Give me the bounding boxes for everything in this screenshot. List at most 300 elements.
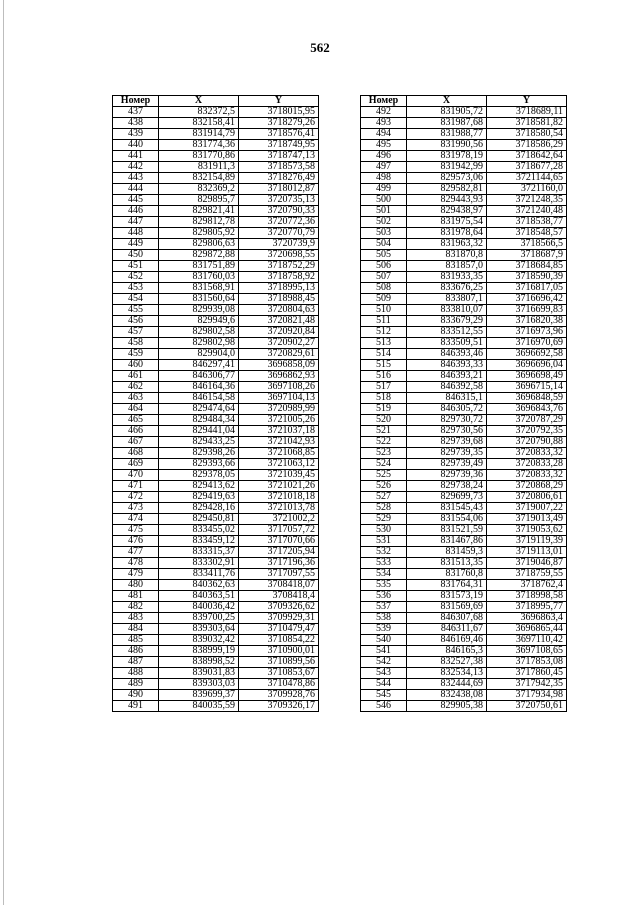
table-row: [361, 404, 567, 415]
cell-y: 3709928,76: [239, 690, 319, 701]
cell-number: 517: [361, 382, 407, 393]
table-row: [361, 536, 567, 547]
cell-y: 3718012,87: [239, 184, 319, 195]
cell-number: 480: [113, 580, 159, 591]
cell-number: 528: [361, 503, 407, 514]
cell-number: 490: [113, 690, 159, 701]
cell-y: 3720833,28: [487, 459, 567, 470]
cell-x: 846154,58: [159, 393, 239, 404]
cell-x: 831513,35: [407, 558, 487, 569]
table-row: [361, 162, 567, 173]
cell-x: 829739,68: [407, 437, 487, 448]
cell-x: 829699,73: [407, 492, 487, 503]
cell-y: 3721021,26: [239, 481, 319, 492]
cell-number: 524: [361, 459, 407, 470]
cell-x: 829428,16: [159, 503, 239, 514]
cell-number: 540: [361, 635, 407, 646]
cell-number: 511: [361, 316, 407, 327]
cell-x: 829474,64: [159, 404, 239, 415]
cell-y: 3718642,64: [487, 151, 567, 162]
cell-y: 3718747,13: [239, 151, 319, 162]
cell-y: 3720829,61: [239, 349, 319, 360]
cell-x: 829805,92: [159, 228, 239, 239]
table-row: [113, 118, 319, 129]
table-row: [113, 272, 319, 283]
cell-y: 3719013,49: [487, 514, 567, 525]
cell-y: 3721005,26: [239, 415, 319, 426]
cell-number: 461: [113, 371, 159, 382]
table-row: [361, 635, 567, 646]
cell-x: 829398,26: [159, 448, 239, 459]
column-header-x: X: [159, 96, 239, 107]
cell-number: 467: [113, 437, 159, 448]
cell-y: 3720902,27: [239, 338, 319, 349]
cell-number: 450: [113, 250, 159, 261]
cell-y: 3718586,29: [487, 140, 567, 151]
cell-number: 526: [361, 481, 407, 492]
cell-x: 833315,37: [159, 547, 239, 558]
cell-x: 829378,05: [159, 470, 239, 481]
table-row: [113, 459, 319, 470]
cell-y: 3719113,01: [487, 547, 567, 558]
cell-y: 3709929,31: [239, 613, 319, 624]
table-row: [113, 129, 319, 140]
cell-number: 529: [361, 514, 407, 525]
cell-x: 831978,64: [407, 228, 487, 239]
cell-x: 829582,81: [407, 184, 487, 195]
cell-number: 451: [113, 261, 159, 272]
table-row: [113, 448, 319, 459]
cell-y: 3717057,72: [239, 525, 319, 536]
cell-x: 833676,25: [407, 283, 487, 294]
cell-y: 3716699,83: [487, 305, 567, 316]
table-row: [113, 415, 319, 426]
coordinates-table-left: [112, 95, 319, 712]
table-row: [113, 492, 319, 503]
cell-y: 3718538,77: [487, 217, 567, 228]
cell-number: 441: [113, 151, 159, 162]
cell-x: 832444,69: [407, 679, 487, 690]
table-row: [361, 250, 567, 261]
cell-x: 829484,34: [159, 415, 239, 426]
cell-number: 506: [361, 261, 407, 272]
cell-number: 533: [361, 558, 407, 569]
cell-y: 3721063,12: [239, 459, 319, 470]
cell-x: 839303,03: [159, 679, 239, 690]
table-row: [361, 503, 567, 514]
table-row: [361, 514, 567, 525]
cell-x: 831942,99: [407, 162, 487, 173]
cell-y: 3716817,05: [487, 283, 567, 294]
cell-number: 453: [113, 283, 159, 294]
cell-y: 3720735,13: [239, 195, 319, 206]
cell-x: 832372,5: [159, 107, 239, 118]
cell-x: 846307,68: [407, 613, 487, 624]
cell-number: 439: [113, 129, 159, 140]
cell-number: 474: [113, 514, 159, 525]
cell-y: 3718677,28: [487, 162, 567, 173]
cell-x: 831857,0: [407, 261, 487, 272]
table-row: [113, 217, 319, 228]
cell-x: 831467,86: [407, 536, 487, 547]
cell-number: 539: [361, 624, 407, 635]
table-row: [113, 470, 319, 481]
cell-y: 3718684,85: [487, 261, 567, 272]
cell-x: 829730,72: [407, 415, 487, 426]
cell-y: 3720833,32: [487, 448, 567, 459]
cell-x: 829739,36: [407, 470, 487, 481]
cell-number: 503: [361, 228, 407, 239]
cell-number: 455: [113, 305, 159, 316]
cell-x: 840363,51: [159, 591, 239, 602]
table-row: [113, 283, 319, 294]
column-header-number: Номер: [361, 96, 407, 107]
cell-y: 3718995,13: [239, 283, 319, 294]
table-row: [361, 426, 567, 437]
cell-x: 829433,25: [159, 437, 239, 448]
table-row: [113, 514, 319, 525]
cell-x: 831774,36: [159, 140, 239, 151]
cell-y: 3709326,62: [239, 602, 319, 613]
column-header-number: Номер: [113, 96, 159, 107]
cell-y: 3697104,13: [239, 393, 319, 404]
table-row: [361, 437, 567, 448]
cell-number: 495: [361, 140, 407, 151]
cell-number: 471: [113, 481, 159, 492]
cell-y: 3718988,45: [239, 294, 319, 305]
cell-number: 443: [113, 173, 159, 184]
cell-y: 3710853,67: [239, 668, 319, 679]
cell-number: 520: [361, 415, 407, 426]
cell-y: 3696715,14: [487, 382, 567, 393]
table-row: [113, 503, 319, 514]
table-row: [361, 690, 567, 701]
cell-y: 3717205,94: [239, 547, 319, 558]
table-row: [361, 492, 567, 503]
table-row: [361, 481, 567, 492]
cell-number: 531: [361, 536, 407, 547]
cell-x: 831911,3: [159, 162, 239, 173]
cell-y: 3720750,61: [487, 701, 567, 712]
cell-number: 532: [361, 547, 407, 558]
cell-number: 487: [113, 657, 159, 668]
cell-x: 831978,19: [407, 151, 487, 162]
cell-number: 448: [113, 228, 159, 239]
cell-x: 831870,8: [407, 250, 487, 261]
cell-x: 846311,67: [407, 624, 487, 635]
cell-y: 3718759,55: [487, 569, 567, 580]
table-row: [361, 349, 567, 360]
cell-number: 541: [361, 646, 407, 657]
table-row: [113, 481, 319, 492]
cell-y: 3721240,48: [487, 206, 567, 217]
cell-x: 832158,41: [159, 118, 239, 129]
cell-y: 3720739,9: [239, 239, 319, 250]
table-row: [113, 646, 319, 657]
table-row: [113, 668, 319, 679]
cell-x: 833459,12: [159, 536, 239, 547]
cell-number: 479: [113, 569, 159, 580]
cell-x: 838998,52: [159, 657, 239, 668]
cell-y: 3721018,18: [239, 492, 319, 503]
table-row: [361, 459, 567, 470]
cell-y: 3696848,59: [487, 393, 567, 404]
cell-number: 543: [361, 668, 407, 679]
cell-y: 3721160,0: [487, 184, 567, 195]
cell-x: 831975,54: [407, 217, 487, 228]
cell-number: 502: [361, 217, 407, 228]
cell-y: 3696692,58: [487, 349, 567, 360]
cell-number: 481: [113, 591, 159, 602]
cell-number: 538: [361, 613, 407, 624]
table-row: [113, 679, 319, 690]
cell-y: 3720833,32: [487, 470, 567, 481]
table-row: [361, 184, 567, 195]
cell-y: 3721013,78: [239, 503, 319, 514]
table-row: [361, 382, 567, 393]
cell-y: 3719053,62: [487, 525, 567, 536]
cell-x: 831914,79: [159, 129, 239, 140]
cell-y: 3710900,01: [239, 646, 319, 657]
cell-y: 3718276,49: [239, 173, 319, 184]
cell-y: 3696696,04: [487, 360, 567, 371]
table-row: [361, 646, 567, 657]
cell-y: 3717097,55: [239, 569, 319, 580]
table-row: [113, 173, 319, 184]
cell-number: 444: [113, 184, 159, 195]
cell-y: 3718548,57: [487, 228, 567, 239]
cell-y: 3716820,38: [487, 316, 567, 327]
cell-x: 839700,25: [159, 613, 239, 624]
cell-number: 478: [113, 558, 159, 569]
cell-x: 839303,64: [159, 624, 239, 635]
table-row: [361, 129, 567, 140]
cell-x: 829802,58: [159, 327, 239, 338]
cell-x: 829739,35: [407, 448, 487, 459]
cell-y: 3718580,54: [487, 129, 567, 140]
cell-x: 846392,58: [407, 382, 487, 393]
table-row: [361, 525, 567, 536]
cell-number: 513: [361, 338, 407, 349]
cell-x: 829450,81: [159, 514, 239, 525]
cell-x: 829738,24: [407, 481, 487, 492]
table-row: [113, 701, 319, 712]
cell-x: 829905,38: [407, 701, 487, 712]
cell-x: 829802,98: [159, 338, 239, 349]
cell-y: 3697108,26: [239, 382, 319, 393]
cell-number: 468: [113, 448, 159, 459]
cell-x: 831560,64: [159, 294, 239, 305]
cell-x: 829573,06: [407, 173, 487, 184]
cell-number: 466: [113, 426, 159, 437]
table-row: [113, 184, 319, 195]
cell-number: 507: [361, 272, 407, 283]
cell-x: 846306,77: [159, 371, 239, 382]
cell-y: 3721068,85: [239, 448, 319, 459]
cell-y: 3710479,47: [239, 624, 319, 635]
cell-number: 504: [361, 239, 407, 250]
table-row: [361, 283, 567, 294]
scan-left-edge-line: [3, 0, 4, 905]
table-row: [361, 294, 567, 305]
table-row: [361, 624, 567, 635]
table-row: [113, 393, 319, 404]
cell-number: 477: [113, 547, 159, 558]
cell-y: 3718279,26: [239, 118, 319, 129]
cell-y: 3716973,96: [487, 327, 567, 338]
cell-number: 534: [361, 569, 407, 580]
cell-x: 829821,41: [159, 206, 239, 217]
table-row: [113, 657, 319, 668]
cell-y: 3717853,08: [487, 657, 567, 668]
cell-y: 3720804,63: [239, 305, 319, 316]
cell-x: 831963,32: [407, 239, 487, 250]
table-row: [361, 668, 567, 679]
cell-x: 846315,1: [407, 393, 487, 404]
cell-x: 829739,49: [407, 459, 487, 470]
table-row: [113, 239, 319, 250]
table-row: [361, 327, 567, 338]
cell-number: 496: [361, 151, 407, 162]
cell-number: 509: [361, 294, 407, 305]
cell-y: 3720790,88: [487, 437, 567, 448]
cell-x: 831905,72: [407, 107, 487, 118]
cell-number: 482: [113, 602, 159, 613]
cell-number: 438: [113, 118, 159, 129]
table-row: [113, 536, 319, 547]
cell-number: 489: [113, 679, 159, 690]
table-row: [361, 305, 567, 316]
table-row: [113, 305, 319, 316]
cell-x: 832154,89: [159, 173, 239, 184]
cell-x: 833679,29: [407, 316, 487, 327]
cell-x: 833512,55: [407, 327, 487, 338]
cell-y: 3720770,79: [239, 228, 319, 239]
table-row: [113, 316, 319, 327]
cell-y: 3721144,65: [487, 173, 567, 184]
table-row: [113, 525, 319, 536]
cell-x: 829895,7: [159, 195, 239, 206]
cell-number: 442: [113, 162, 159, 173]
table-row: [113, 294, 319, 305]
cell-number: 494: [361, 129, 407, 140]
cell-number: 440: [113, 140, 159, 151]
cell-number: 488: [113, 668, 159, 679]
cell-y: 3720920,84: [239, 327, 319, 338]
cell-y: 3710899,56: [239, 657, 319, 668]
cell-x: 846297,41: [159, 360, 239, 371]
table-row: [361, 118, 567, 129]
cell-number: 545: [361, 690, 407, 701]
cell-number: 493: [361, 118, 407, 129]
cell-x: 846305,72: [407, 404, 487, 415]
table-row: [113, 635, 319, 646]
cell-x: 829438,97: [407, 206, 487, 217]
cell-number: 501: [361, 206, 407, 217]
table-row: [361, 239, 567, 250]
cell-y: 3697108,65: [487, 646, 567, 657]
table-header-row: [361, 96, 567, 107]
cell-x: 831569,69: [407, 602, 487, 613]
table-row: [113, 580, 319, 591]
cell-x: 840036,42: [159, 602, 239, 613]
table-row: [361, 602, 567, 613]
table-row: [113, 327, 319, 338]
cell-number: 473: [113, 503, 159, 514]
cell-number: 544: [361, 679, 407, 690]
cell-x: 831751,89: [159, 261, 239, 272]
cell-y: 3696843,76: [487, 404, 567, 415]
cell-number: 530: [361, 525, 407, 536]
cell-number: 464: [113, 404, 159, 415]
cell-x: 839032,42: [159, 635, 239, 646]
table-row: [113, 624, 319, 635]
cell-y: 3696862,93: [239, 371, 319, 382]
table-row: [113, 151, 319, 162]
cell-number: 457: [113, 327, 159, 338]
table-row: [113, 547, 319, 558]
cell-y: 3718762,4: [487, 580, 567, 591]
table-row: [113, 426, 319, 437]
column-header-y: Y: [487, 96, 567, 107]
cell-number: 519: [361, 404, 407, 415]
cell-number: 537: [361, 602, 407, 613]
cell-x: 846165,3: [407, 646, 487, 657]
cell-x: 829419,63: [159, 492, 239, 503]
table-row: [113, 613, 319, 624]
cell-number: 437: [113, 107, 159, 118]
table-row: [113, 261, 319, 272]
cell-y: 3719119,39: [487, 536, 567, 547]
cell-number: 465: [113, 415, 159, 426]
cell-y: 3708418,07: [239, 580, 319, 591]
cell-number: 459: [113, 349, 159, 360]
cell-y: 3696865,44: [487, 624, 567, 635]
table-row: [113, 107, 319, 118]
table-row: [361, 371, 567, 382]
cell-y: 3720989,99: [239, 404, 319, 415]
cell-y: 3718581,82: [487, 118, 567, 129]
cell-y: 3720806,61: [487, 492, 567, 503]
cell-number: 518: [361, 393, 407, 404]
cell-number: 492: [361, 107, 407, 118]
cell-number: 472: [113, 492, 159, 503]
cell-y: 3718998,58: [487, 591, 567, 602]
cell-x: 831568,91: [159, 283, 239, 294]
table-row: [113, 140, 319, 151]
cell-number: 484: [113, 624, 159, 635]
cell-number: 483: [113, 613, 159, 624]
cell-x: 833455,02: [159, 525, 239, 536]
cell-number: 516: [361, 371, 407, 382]
cell-number: 452: [113, 272, 159, 283]
cell-y: 3721039,45: [239, 470, 319, 481]
table-row: [113, 437, 319, 448]
table-row: [361, 701, 567, 712]
table-row: [361, 217, 567, 228]
table-row: [113, 569, 319, 580]
cell-x: 846393,33: [407, 360, 487, 371]
cell-number: 458: [113, 338, 159, 349]
cell-number: 515: [361, 360, 407, 371]
cell-number: 498: [361, 173, 407, 184]
cell-y: 3718687,9: [487, 250, 567, 261]
cell-y: 3716696,42: [487, 294, 567, 305]
cell-x: 831521,59: [407, 525, 487, 536]
cell-number: 536: [361, 591, 407, 602]
table-row: [113, 162, 319, 173]
cell-number: 542: [361, 657, 407, 668]
